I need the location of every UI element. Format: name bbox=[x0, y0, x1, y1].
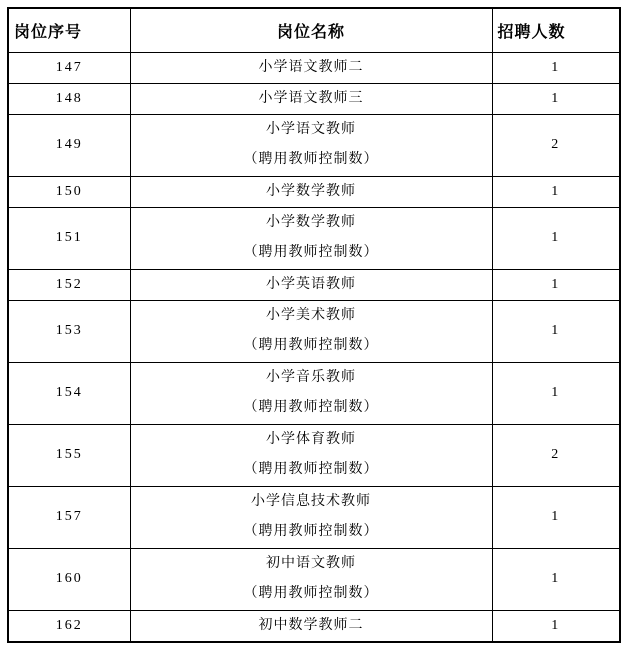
cell-recruit-count: 1 bbox=[492, 176, 620, 207]
position-name-note: （聘用教师控制数） bbox=[243, 245, 379, 260]
table-row bbox=[8, 269, 620, 300]
cell-position-name bbox=[130, 362, 492, 424]
position-name-line: 小学英语教师 bbox=[266, 276, 356, 292]
cell-recruit-count: 2 bbox=[492, 424, 620, 486]
cell-position-number: 160 bbox=[8, 548, 130, 610]
cell-position-number: 147 bbox=[8, 52, 130, 83]
job-positions-table bbox=[7, 7, 621, 643]
cell-position-name bbox=[130, 486, 492, 548]
position-name-note: （聘用教师控制数） bbox=[243, 586, 379, 601]
column-header-position-number: 岗位序号 bbox=[8, 8, 130, 52]
position-name-line: 初中语文教师 bbox=[266, 556, 356, 571]
cell-recruit-count: 1 bbox=[492, 486, 620, 548]
position-name-note: （聘用教师控制数） bbox=[243, 338, 379, 353]
table-row bbox=[8, 486, 620, 548]
header-row bbox=[8, 8, 620, 52]
cell-recruit-count: 2 bbox=[492, 114, 620, 176]
cell-recruit-count: 1 bbox=[492, 83, 620, 114]
position-name-note: （聘用教师控制数） bbox=[243, 462, 379, 477]
cell-position-name bbox=[130, 269, 492, 300]
table-row bbox=[8, 114, 620, 176]
table-row bbox=[8, 424, 620, 486]
column-header-recruit-count: 招聘人数 bbox=[492, 8, 620, 52]
cell-position-number: 152 bbox=[8, 269, 130, 300]
position-name-note: （聘用教师控制数） bbox=[243, 400, 379, 415]
cell-position-name bbox=[130, 424, 492, 486]
table-row bbox=[8, 362, 620, 424]
position-name-line: 小学语文教师 bbox=[266, 122, 356, 137]
position-name-note: （聘用教师控制数） bbox=[243, 152, 379, 167]
cell-position-number: 162 bbox=[8, 610, 130, 642]
position-name-line: 初中数学教师二 bbox=[258, 617, 364, 633]
cell-position-number: 151 bbox=[8, 207, 130, 269]
position-name-line: 小学语文教师三 bbox=[258, 90, 364, 106]
cell-position-name bbox=[130, 548, 492, 610]
cell-position-name bbox=[130, 207, 492, 269]
column-header-position-name: 岗位名称 bbox=[130, 8, 492, 52]
cell-position-name bbox=[130, 52, 492, 83]
table-row bbox=[8, 610, 620, 642]
cell-position-number: 150 bbox=[8, 176, 130, 207]
position-name-line: 小学音乐教师 bbox=[266, 370, 356, 385]
table-row bbox=[8, 207, 620, 269]
table-row bbox=[8, 548, 620, 610]
cell-recruit-count: 1 bbox=[492, 269, 620, 300]
table-row bbox=[8, 300, 620, 362]
cell-position-name bbox=[130, 114, 492, 176]
table-row bbox=[8, 176, 620, 207]
cell-recruit-count: 1 bbox=[492, 300, 620, 362]
position-name-line: 小学信息技术教师 bbox=[251, 494, 371, 509]
cell-recruit-count: 1 bbox=[492, 362, 620, 424]
position-name-line: 小学体育教师 bbox=[266, 432, 356, 447]
cell-position-name bbox=[130, 83, 492, 114]
position-name-note: （聘用教师控制数） bbox=[243, 524, 379, 539]
cell-recruit-count: 1 bbox=[492, 548, 620, 610]
cell-recruit-count: 1 bbox=[492, 52, 620, 83]
cell-position-number: 155 bbox=[8, 424, 130, 486]
position-name-line: 小学美术教师 bbox=[266, 308, 356, 323]
cell-position-number: 153 bbox=[8, 300, 130, 362]
position-name-line: 小学数学教师 bbox=[266, 215, 356, 230]
cell-position-number: 157 bbox=[8, 486, 130, 548]
cell-position-name bbox=[130, 176, 492, 207]
table-row bbox=[8, 83, 620, 114]
table-row bbox=[8, 52, 620, 83]
cell-recruit-count: 1 bbox=[492, 207, 620, 269]
cell-position-name bbox=[130, 610, 492, 642]
cell-position-number: 154 bbox=[8, 362, 130, 424]
cell-position-number: 148 bbox=[8, 83, 130, 114]
position-name-line: 小学语文教师二 bbox=[258, 59, 364, 75]
position-name-line: 小学数学教师 bbox=[266, 183, 356, 199]
cell-recruit-count: 1 bbox=[492, 610, 620, 642]
cell-position-number: 149 bbox=[8, 114, 130, 176]
cell-position-name bbox=[130, 300, 492, 362]
